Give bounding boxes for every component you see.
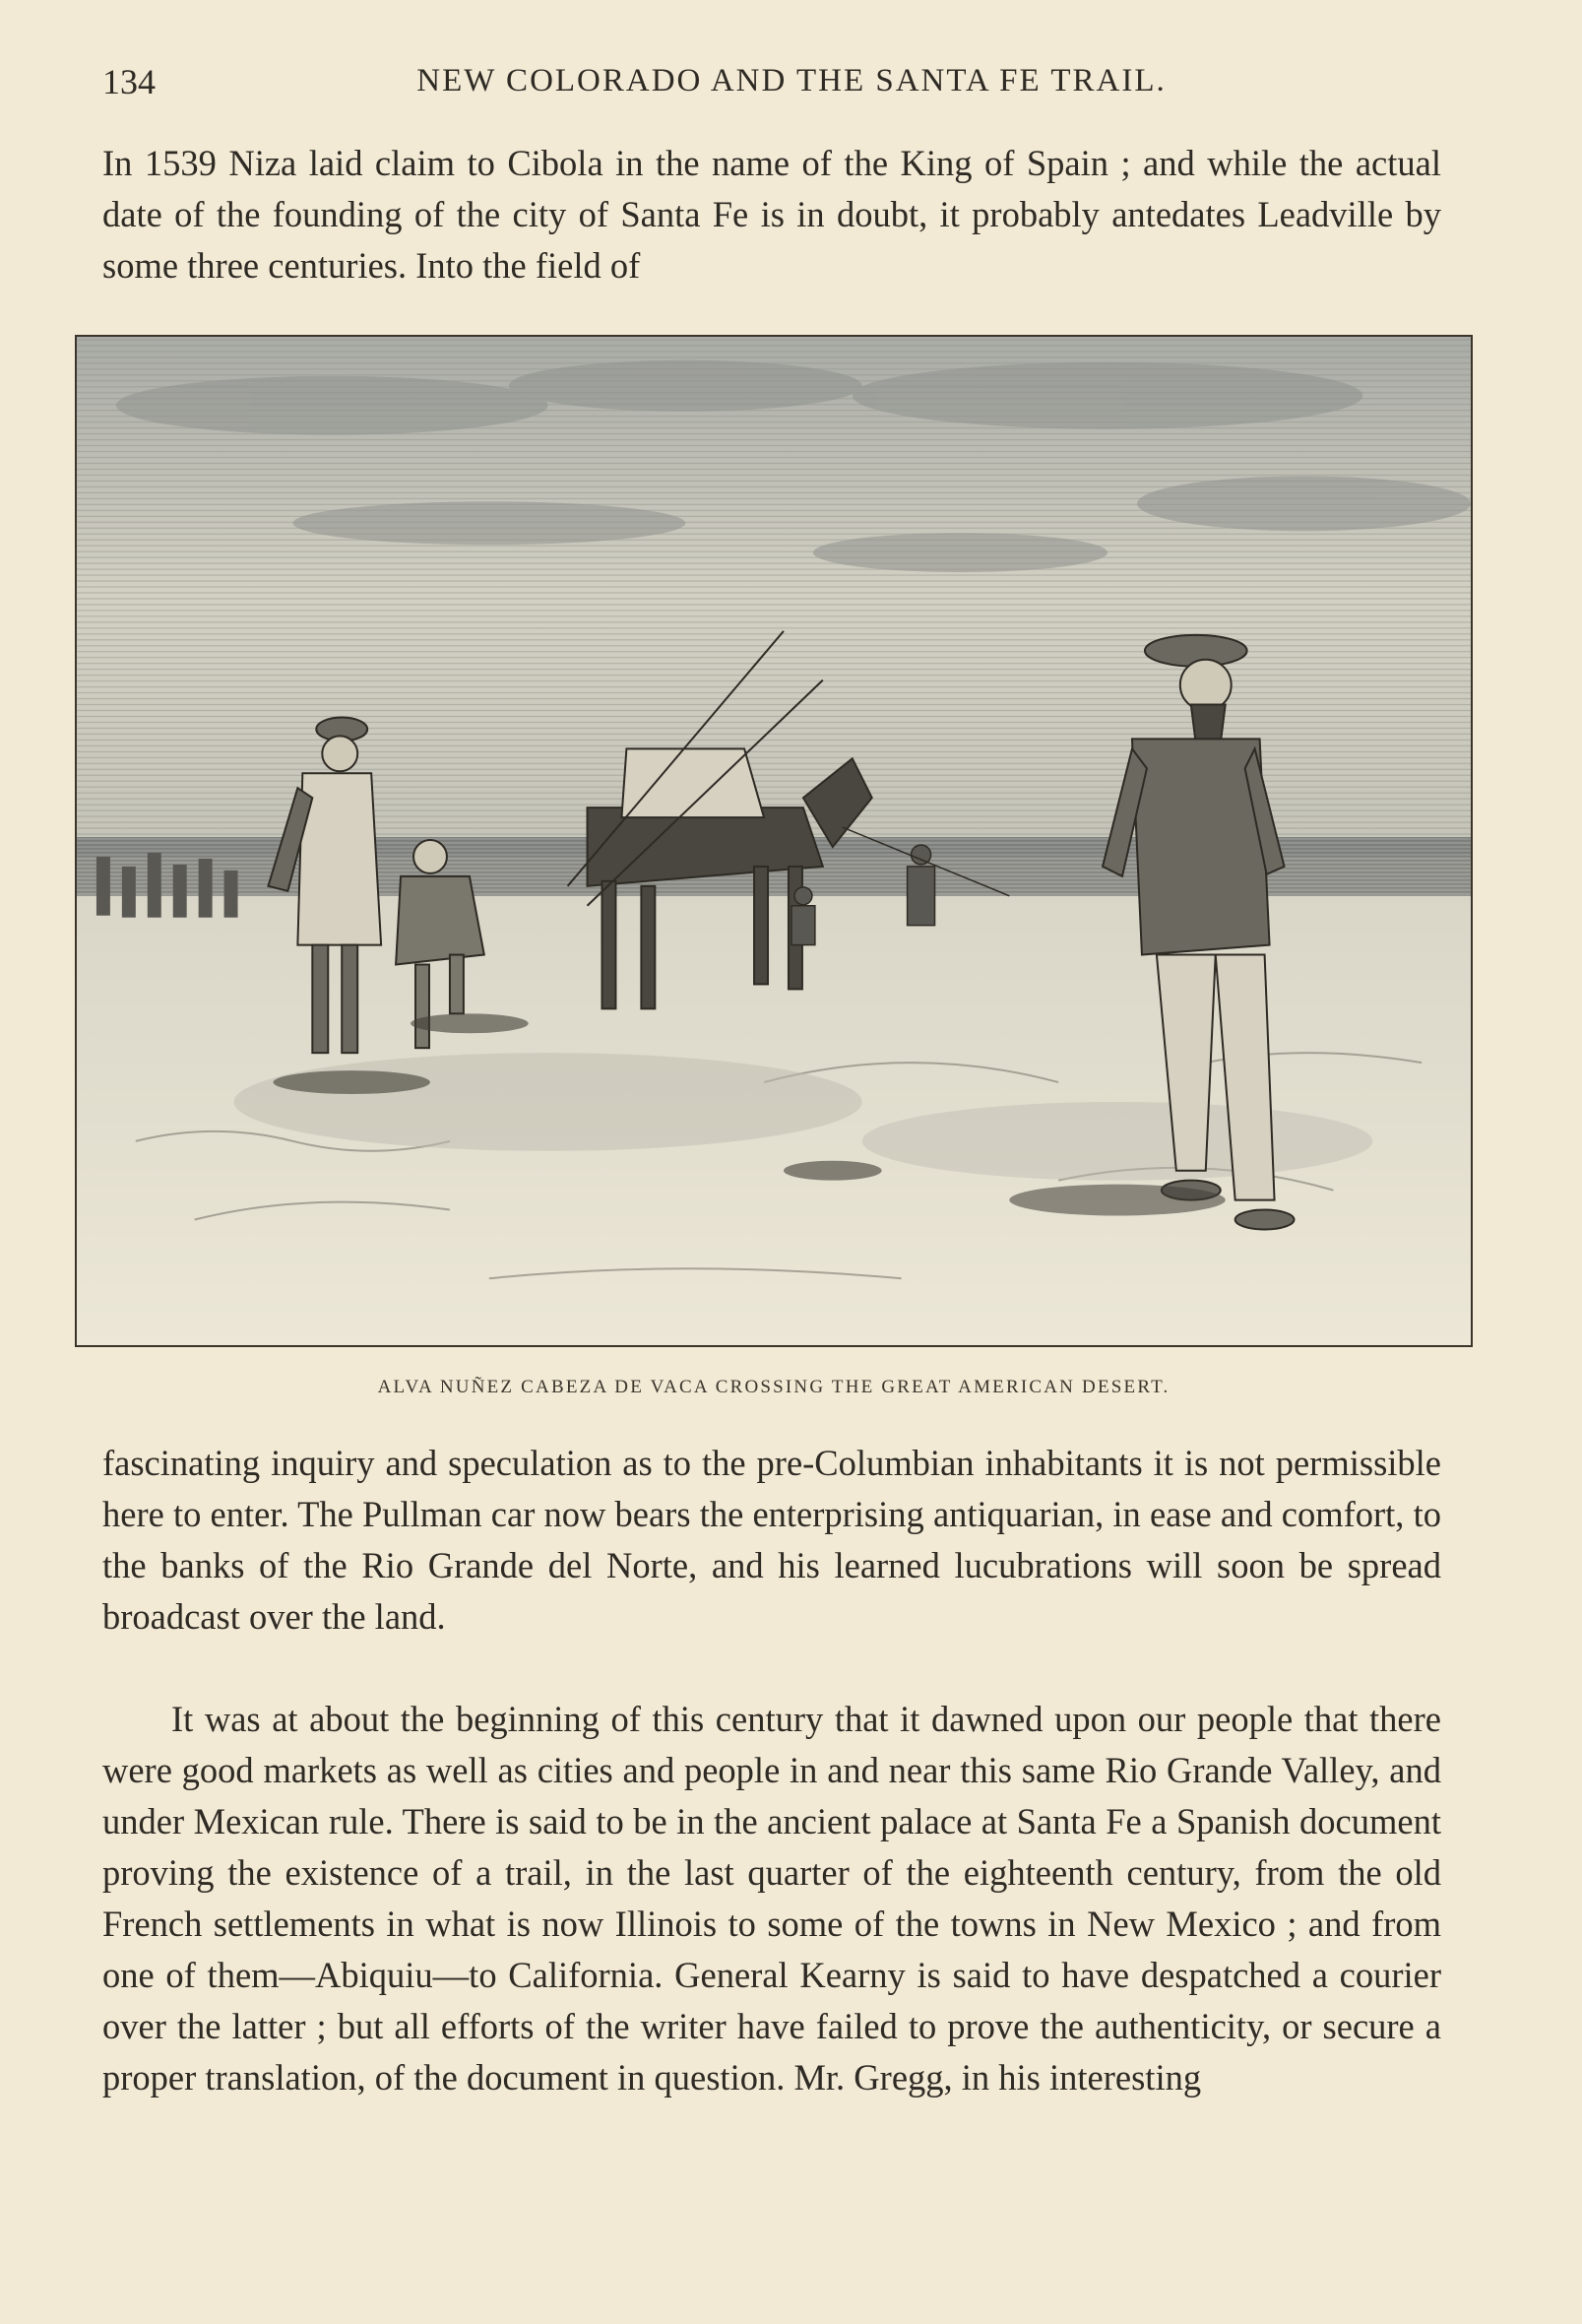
running-title: NEW COLORADO AND THE SANTA FE TRAIL. (416, 63, 1167, 98)
illustration-caption: ALVA NUÑEZ CABEZA DE VACA CROSSING THE GREAT AMERICAN DESERT. (377, 1377, 1171, 1397)
paragraph-3: It was at about the beginning of this century that it dawned upon our people that there were good markets as well as cities and people in and near this same Rio Grande Valley, and under Mexican rule. There is said to be in the ancient palace at Santa Fe a Spanish document proving the existence of a trail, in the last quarter of the eighteenth century, from the old French settlements in what is now Illinois to some of the towns in New Mexico ; and from one of them—Abiquiu—to California. General Kearny is said to have despatched a courier over the latter ; but all efforts of the writer have failed to prove the authenticity, or secure a proper translation, of the document in question. Mr. Gregg, in his interesting (102, 1699, 1441, 2098)
paragraph-2: fascinating inquiry and speculation as to the pre-Columbian inhabitants it is not permissible here to enter. The Pullman car now bears the enterprising antiquarian, in ease and comfort, to the banks of the Rio Grande del Norte, and his learned lucubrations will soon be spread broadcast over the land. (102, 1443, 1441, 1637)
running-header (102, 61, 1441, 110)
paragraph-1: In 1539 Niza laid claim to Cibola in the name of the King of Spain ; and while the actual date of the founding of the city of Santa Fe is in doubt, it probably antedates Leadville by some three centuries. Into the field of (102, 143, 1441, 286)
page-number: 134 (102, 62, 156, 101)
engraving-illustration (75, 335, 1473, 1347)
